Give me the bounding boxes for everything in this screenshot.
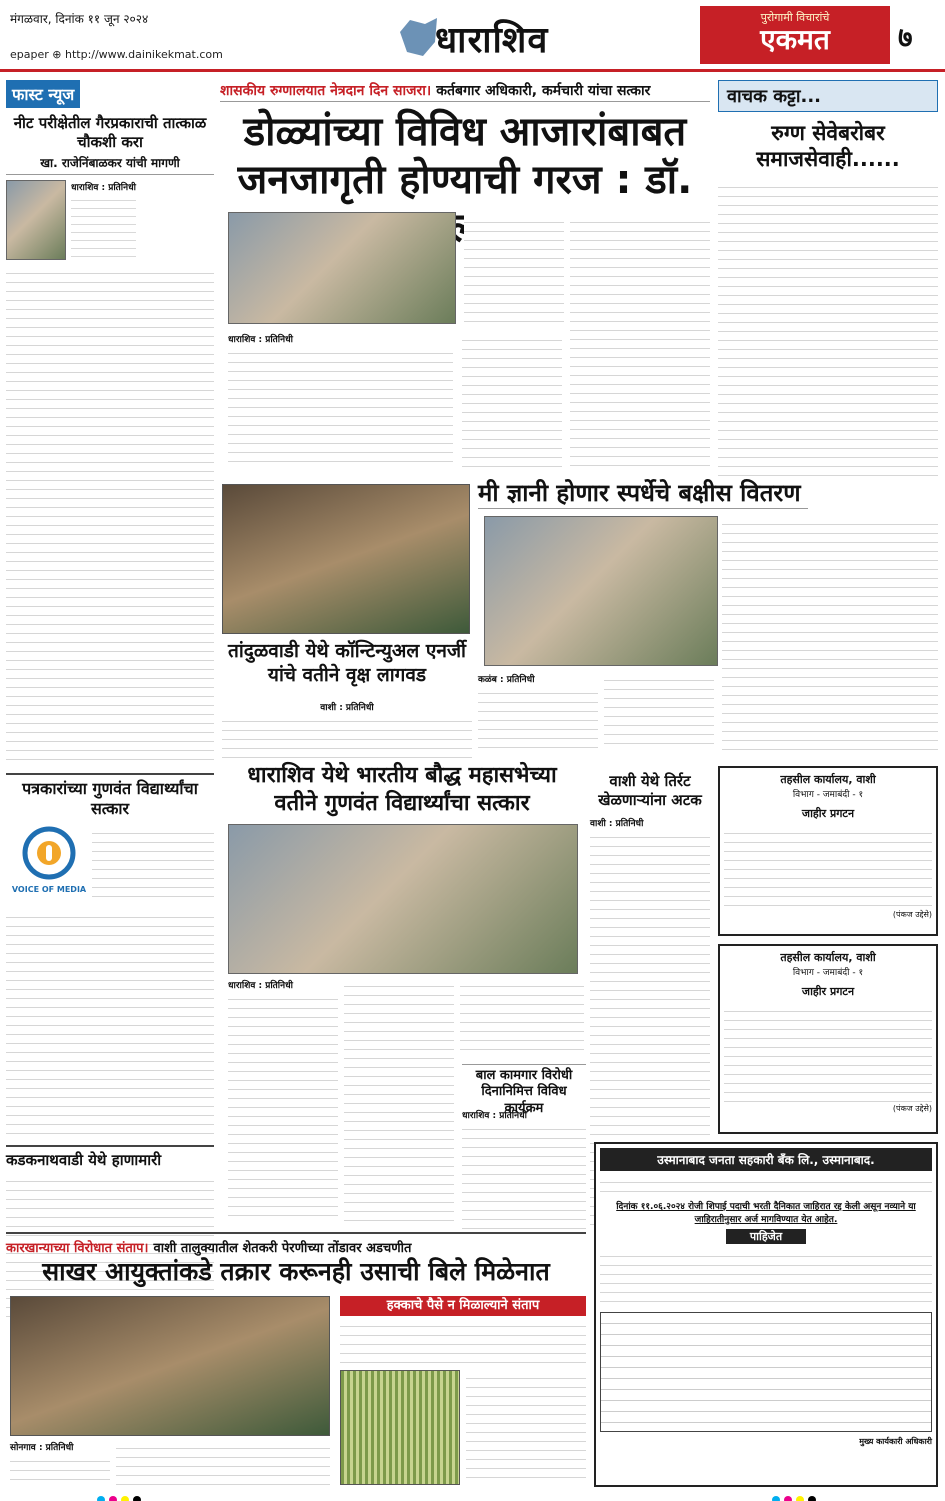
quiz-prize-photo — [484, 516, 718, 666]
top-strip — [220, 80, 710, 102]
reader-corner-body — [718, 179, 938, 479]
tree-body — [222, 700, 472, 763]
bottom-strip — [6, 1232, 586, 1256]
notice-1-dept: विभाग - जमाबंदी - १ — [792, 790, 864, 800]
bank-highlight: दिनांक ११.०६.२०२४ रोजी शिपाई पदाची भरती दैनिकात जाहिरात रद्द केली असून नव्याने या जाहिरातीनुसार अर्ज मागविण्यात येत आहेत. — [616, 1202, 916, 1225]
masthead — [0, 0, 945, 72]
registration-dot — [772, 1496, 780, 1501]
color-registration-left — [95, 1489, 143, 1501]
brand-name: एकमत — [760, 23, 830, 56]
journalists-body-cont — [6, 909, 214, 1139]
reader-corner-headline: रुग्ण सेवेबरोबर समाजसेवाही...... — [756, 121, 900, 172]
section-title: धाराशिव — [435, 20, 549, 61]
journalists-headline: पत्रकारांच्या गुणवंत विद्यार्थ्यांचा सत्कार — [6, 773, 214, 819]
registration-dot — [121, 1496, 129, 1501]
main-story-body-1 — [228, 345, 453, 465]
notice-1-body — [724, 825, 932, 909]
bank-eligibility-table — [600, 1312, 932, 1432]
bottom-col-1 — [10, 1440, 110, 1487]
main-story-byline: धाराशिव : प्रतिनिधी — [228, 335, 293, 345]
notice-2-signature: (पंकज उद्देसे) — [892, 1104, 932, 1113]
tree-plantation-photo — [222, 484, 470, 634]
reader-corner — [718, 80, 938, 479]
reader-corner-label: वाचक कट्टा... — [718, 80, 938, 112]
buddha-byline: धाराशिव : प्रतिनिधी — [228, 981, 293, 991]
page-number: ७ — [898, 21, 913, 54]
voice-of-media-logo — [6, 825, 92, 905]
notice-2-office: तहसील कार्यालय, वाशी — [780, 951, 876, 964]
quiz-headline: मी ज्ञानी होणार स्पर्धेचे बक्षीस वितरण — [478, 478, 808, 509]
notice-1-signature: (पंकज उद्देसे) — [892, 910, 932, 919]
quiz-body-1 — [478, 685, 598, 755]
brand-logo — [700, 6, 890, 64]
bullock-plough-photo — [10, 1296, 330, 1436]
notice-2-title: जाहीर प्रगटन — [801, 985, 855, 998]
quiz-col-1 — [478, 672, 598, 755]
main-story-body-2 — [462, 332, 562, 467]
buddha-headline — [222, 762, 582, 818]
notice-2-body — [724, 1003, 932, 1103]
bank-recruitment-ad — [594, 1142, 938, 1487]
buddha-body-3 — [460, 978, 584, 1058]
top-strip-kicker-2: कर्तबगार अधिकारी, कर्मचारी यांचा सत्कार — [436, 83, 651, 99]
color-registration-right — [770, 1489, 818, 1501]
main-story-body-3 — [464, 214, 564, 322]
buddha-body-2 — [344, 978, 454, 1223]
bottom-kicker: कारखान्याच्या विरोधात संताप। — [6, 1241, 149, 1256]
registration-dot — [97, 1496, 105, 1501]
fast-news-byline: धाराशिव : प्रतिनिधी — [71, 182, 136, 193]
notice-2-dept: विभाग - जमाबंदी - १ — [792, 968, 864, 978]
registration-dot — [784, 1496, 792, 1501]
bank-address — [600, 1174, 932, 1196]
main-headline-line-2: जनजागृती होण्याची गरज : डॉ. — [237, 157, 693, 203]
child-labour-byline: धाराशिव : प्रतिनिधी — [462, 1111, 527, 1121]
globe-icon: ⊕ — [52, 48, 62, 61]
epaper-label: epaper — [10, 48, 49, 61]
issue-date: मंगळवार, दिनांक ११ जून २०२४ — [10, 12, 149, 26]
registration-dot — [796, 1496, 804, 1501]
quiz-body-3 — [722, 516, 938, 752]
buddha-felicitation-photo — [228, 824, 578, 974]
fast-news-subheadline-1: खा. राजेनिंबाळकर यांची मागणी — [6, 156, 214, 175]
buddha-headline-line-2: वतीने गुणवंत विद्यार्थ्यांचा सत्कार — [274, 791, 530, 816]
bank-name: उस्मानाबाद जनता सहकारी बँक लि., उस्मानाबाद. — [600, 1148, 932, 1171]
epaper-line — [10, 48, 223, 61]
child-labour-headline: बाल कामगार विरोधी दिनानिमित्त विविध कार्यक्रम — [462, 1064, 586, 1117]
bank-signature: मुख्य कार्यकारी अधिकारी — [859, 1437, 932, 1446]
notice-1-office: तहसील कार्यालय, वाशी — [780, 773, 876, 786]
bottom-headline: साखर आयुक्तांकडे तक्रार करूनही उसाची बिले मिळेनात — [42, 1257, 550, 1286]
tree-headline: तांदुळवाडी येथे कॉन्टिन्युअल एनर्जी यांचे वतीने वृक्ष लागवड — [228, 640, 466, 686]
voice-of-media-icon — [19, 825, 79, 881]
registration-dot — [808, 1496, 816, 1501]
bottom-kicker-2: वाशी तालुक्यातील शेतकरी पेरणीच्या तोंडावर अडचणीत — [153, 1241, 412, 1256]
notice-1-title: जाहीर प्रगटन — [801, 807, 855, 820]
buddha-col-1 — [228, 978, 338, 1221]
bank-body — [600, 1248, 932, 1308]
voice-of-media-label: VOICE OF MEDIA — [11, 884, 87, 894]
notice-2 — [718, 944, 938, 1134]
tree-byline: वाशी : प्रतिनिधी — [320, 703, 374, 713]
main-story-col-1 — [228, 332, 453, 465]
child-labour-col — [462, 1108, 586, 1231]
fast-news-headline-1: नीट परीक्षेतील गैरप्रकाराची तात्काळ चौकशी करा — [13, 114, 207, 151]
journalists-body — [92, 825, 214, 905]
bottom-intro — [340, 1318, 586, 1364]
bottom-subheadline: हक्काचे पैसे न मिळाल्याने संताप — [340, 1296, 586, 1316]
notice-1 — [718, 766, 938, 936]
sugarcane-photo — [340, 1370, 460, 1485]
fast-news-label: फास्ट न्यूज — [6, 80, 80, 108]
registration-dot — [109, 1496, 117, 1501]
child-labour-body — [462, 1121, 586, 1231]
eye-donation-photo — [228, 212, 456, 324]
kadaknathwadi-headline: कडकनाथवाडी येथे हाणामारी — [6, 1145, 214, 1170]
buddha-headline-line-1: धाराशिव येथे भारतीय बौद्ध महासभेच्या — [247, 763, 557, 788]
arrest-byline: वाशी : प्रतिनिधी — [590, 819, 644, 829]
bottom-body-2 — [116, 1440, 330, 1485]
quiz-body-2 — [604, 672, 714, 752]
fast-news-body — [71, 193, 136, 261]
main-story-body-4 — [570, 214, 710, 467]
quiz-byline: कळंब : प्रतिनिधी — [478, 675, 535, 685]
fast-news-body-cont — [6, 265, 214, 765]
bottom-body-3 — [466, 1370, 586, 1485]
section-logo — [395, 12, 605, 64]
bottom-body-1 — [10, 1453, 110, 1487]
main-headline-line-1: डोळ्यांच्या विविध आजारांबाबत — [243, 109, 687, 155]
fast-news-column — [6, 80, 214, 1323]
epaper-url[interactable]: http://www.dainikekmat.com — [64, 48, 223, 61]
registration-dot — [133, 1496, 141, 1501]
brand-tagline: पुरोगामी विचारांचे — [760, 11, 830, 24]
tree-body-text — [222, 713, 472, 763]
bottom-byline: सोनगाव : प्रतिनिधी — [10, 1443, 74, 1453]
arrest-headline: वाशी येथे तिर्रट खेळणाऱ्यांना अटक — [598, 772, 702, 809]
mp-portrait — [6, 180, 66, 260]
top-strip-kicker: शासकीय रुग्णालयात नेत्रदान दिन साजरा। — [220, 83, 432, 99]
buddha-body-1 — [228, 991, 338, 1221]
bank-subhead: पाहिजेत — [726, 1229, 806, 1244]
